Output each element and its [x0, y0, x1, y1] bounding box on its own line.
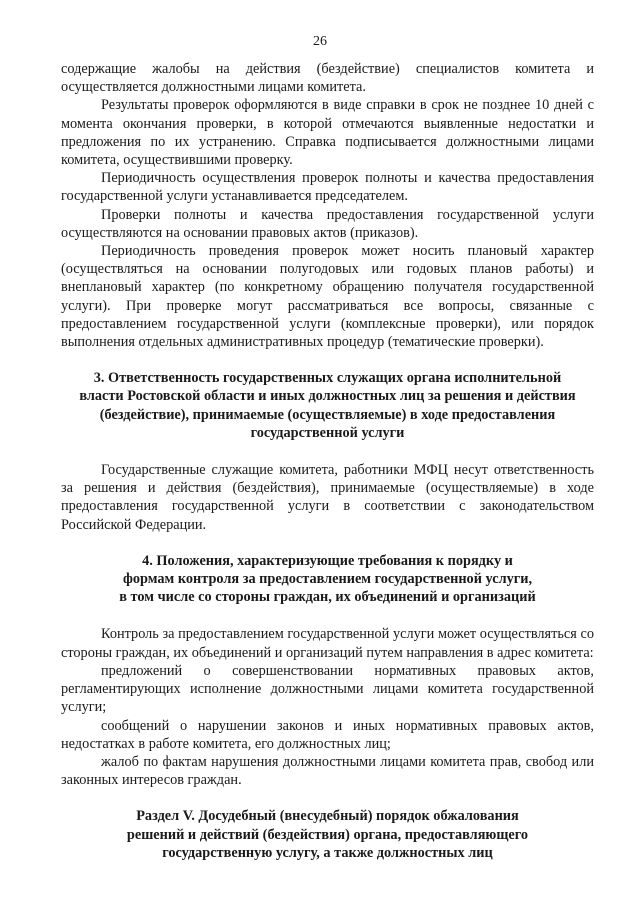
section-5-heading-line: решений и действий (бездействия) органа, предоставляющего — [126, 826, 529, 843]
paragraph-inspection-basis: Проверки полноты и качества предоставления государственной услуги осуществляются на основании правовых актов (приказов). — [61, 206, 594, 241]
section-5-heading-line: Раздел V. Досудебный (внесудебный) порядок обжалования — [136, 808, 519, 825]
section-3-paragraph: Государственные служащие комитета, работники МФЦ несут ответственность за решения и действия (бездействия), принимаемые (осуществляемые) в ходе предоставления государственной услуги в соответствии с законодательством Российской Федерации. — [61, 462, 594, 533]
section-4-paragraph: жалоб по фактам нарушения должностными лицами комитета прав, свобод или законных интересов граждан. — [61, 753, 594, 789]
section-3-heading-line: (бездействие), принимаемые (осуществляемые) в ходе предоставления — [99, 406, 556, 423]
section-3-heading — [61, 369, 594, 442]
paragraph-inspection-frequency: Периодичность осуществления проверок полноты и качества предоставления государственной услуги устанавливается председателем. — [61, 170, 594, 205]
paragraph-inspection-results: Результаты проверок оформляются в виде справки в срок не позднее 10 дней с момента окончания проверки, в которой отмечаются выявленные недостатки и предложения по их устранению. Справка подписывается должностными лицами комитета, осуществившими проверку. — [61, 97, 594, 169]
section-4-heading — [61, 552, 594, 607]
paragraph-continuation: содержащие жалобы на действия (бездействие) специалистов комитета и осуществляется должностными лицами комитета. — [61, 61, 594, 96]
page-content — [61, 60, 594, 862]
page-number: 26 — [313, 34, 327, 49]
section-4-paragraph: Контроль за предоставлением государственной услуги может осуществляться со стороны граждан, их объединений и организаций путем направления в адрес комитета: — [61, 626, 594, 661]
section-4-heading-line: 4. Положения, характеризующие требования к порядку и — [142, 552, 513, 569]
paragraph-inspection-type: Периодичность проведения проверок может носить плановый характер (осуществляться на основании полугодовых или годовых планов работы) и внеплановый характер (по конкретному обращению получателя государственной услуги). При проверке могут рассматриваться все вопросы, связанные с предоставлением государственной услуги (комплексные проверки), или порядок выполнения отдельных административных процедур (тематические проверки). — [61, 243, 594, 351]
section-4-paragraph: предложений о совершенствовании нормативных правовых актов, регламентирующих исполнение должностными лицами комитета государственной услуги; — [61, 662, 594, 716]
section-5-heading — [61, 807, 594, 862]
section-3-heading-line: власти Ростовской области и иных должностных лиц за решения и действия — [79, 388, 576, 405]
section-4-paragraph: сообщений о нарушении законов и иных нормативных правовых актов, недостатках в работе комитета, его должностных лиц; — [61, 717, 594, 752]
section-3-heading-line: 3. Ответственность государственных служащих органа исполнительной — [93, 370, 562, 387]
section-4-heading-line: формам контроля за предоставлением государственной услуги, — [122, 571, 533, 588]
section-4-heading-line: в том числе со стороны граждан, их объединений и организаций — [119, 589, 536, 606]
section-3-heading-line: государственной услуги — [250, 424, 405, 441]
section-5-heading-line: государственную услугу, а также должностных лиц — [162, 844, 493, 861]
